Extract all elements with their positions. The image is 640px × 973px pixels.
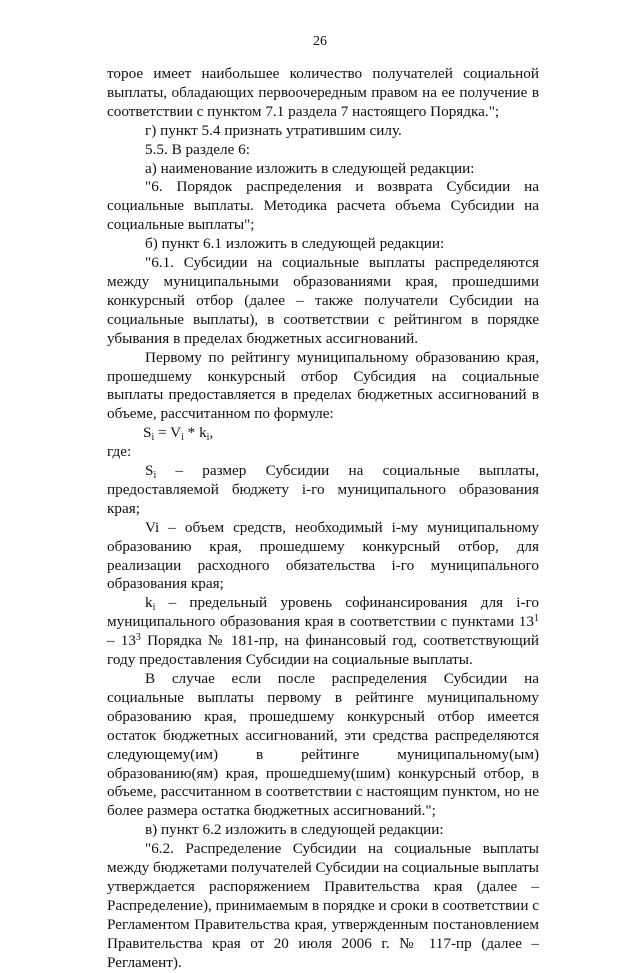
- definition-symbol: Vi: [145, 518, 160, 536]
- formula-v-sub: i: [181, 432, 184, 444]
- definition-symbol: k: [145, 594, 153, 612]
- definition-text: – объем средств, необходимый i-му муниципальному образованию края, прошедшему конкурсный отбор, для реализации расходного обязательства i-го муниципального образования края;: [107, 518, 539, 593]
- paragraph: торое имеет наибольшее количество получателей социальной выплаты, обладающих первоочередным правом на ее получение в соответствии с пунктом 7.1 раздела 7 настоящего Порядка.";: [107, 65, 539, 120]
- paragraph: б) пункт 6.1 изложить в следующей редакции:: [145, 235, 445, 253]
- paragraph: "6.2. Распределение Субсидии на социальные выплаты между бюджетами получателей Субсидии на социальные выплаты утверждается распоряжением Правительства края (далее – Распределение), принимаемым в порядке и сроки в соответствии с Регламентом Правительства края, утвержденным постановлением Правительства края от 20 июля 2006 г. № 117-пр (далее – Регламент).: [107, 840, 539, 971]
- paragraph: в) пункт 6.2 изложить в следующей редакции:: [145, 821, 444, 839]
- formula: [107, 424, 539, 443]
- definition-text: – размер Субсидии на социальные выплаты, предоставляемой бюджету i-го муниципального образования края;: [107, 462, 539, 517]
- formula-s: S: [143, 424, 152, 442]
- paragraph: Первому по рейтингу муниципальному образованию края, прошедшему конкурсный отбор Субсидия на социальные выплаты предоставляется в пределах бюджетных ассигнований в объеме, рассчитанном по формуле:: [107, 348, 539, 423]
- paragraph: "6.1. Субсидии на социальные выплаты распределяются между муниципальными образованиями края, прошедшими конкурсный отбор (далее – также получатели Субсидии на социальные выплаты), в соответствии с рейтингом в порядке убывания в пределах бюджетных ассигнований.: [107, 254, 539, 347]
- where-label: где:: [107, 443, 132, 461]
- document-body: [107, 65, 539, 973]
- formula-eq: = V: [154, 424, 182, 442]
- definition-symbol: S: [145, 462, 154, 480]
- formula-s-sub: i: [151, 432, 155, 444]
- superscript: 1: [534, 613, 539, 625]
- definition-text: Порядка № 181-пр, на финансовый год, соответствующий году предоставления Субсидии на социальные выплаты.: [107, 632, 539, 669]
- definition-text: – предельный уровень софинансирования для i-го муниципального образования края в соответствии с пунктами 13: [107, 594, 539, 631]
- paragraph: "6. Порядок распределения и возврата Субсидии на социальные выплаты. Методика расчета объема Субсидии на социальные выплаты";: [107, 178, 539, 234]
- paragraph: а) наименование изложить в следующей редакции:: [145, 159, 475, 177]
- paragraph: 5.5. В разделе 6:: [145, 140, 250, 158]
- definition-subscript: i: [153, 470, 157, 482]
- formula-mult: * k: [183, 424, 207, 442]
- paragraph: г) пункт 5.4 признать утратившим силу.: [145, 121, 402, 139]
- definition-v: [107, 519, 539, 595]
- definition-s: [107, 462, 539, 519]
- formula-k-sub: i: [206, 432, 210, 444]
- paragraph: В случае если после распределения Субсидии на социальные выплаты первому в рейтинге муниципальному образованию края, прошедшему конкурсный отбор имеется остаток бюджетных ассигнований, эти средства распределяются следующему(им) в рейтинге муниципальному(ым) образованию(ям) края, прошедшему(шим) конкурсный отбор, в объеме, рассчитанном в соответствии с настоящим пунктом, но не более размера остатка бюджетных ассигнований.";: [107, 670, 539, 820]
- definition-k: [107, 594, 539, 670]
- page-number: 26: [313, 34, 327, 49]
- formula-end: ,: [209, 424, 214, 442]
- superscript: 3: [135, 632, 141, 644]
- definition-subscript: i: [152, 602, 156, 614]
- definition-text: – 13: [107, 632, 136, 650]
